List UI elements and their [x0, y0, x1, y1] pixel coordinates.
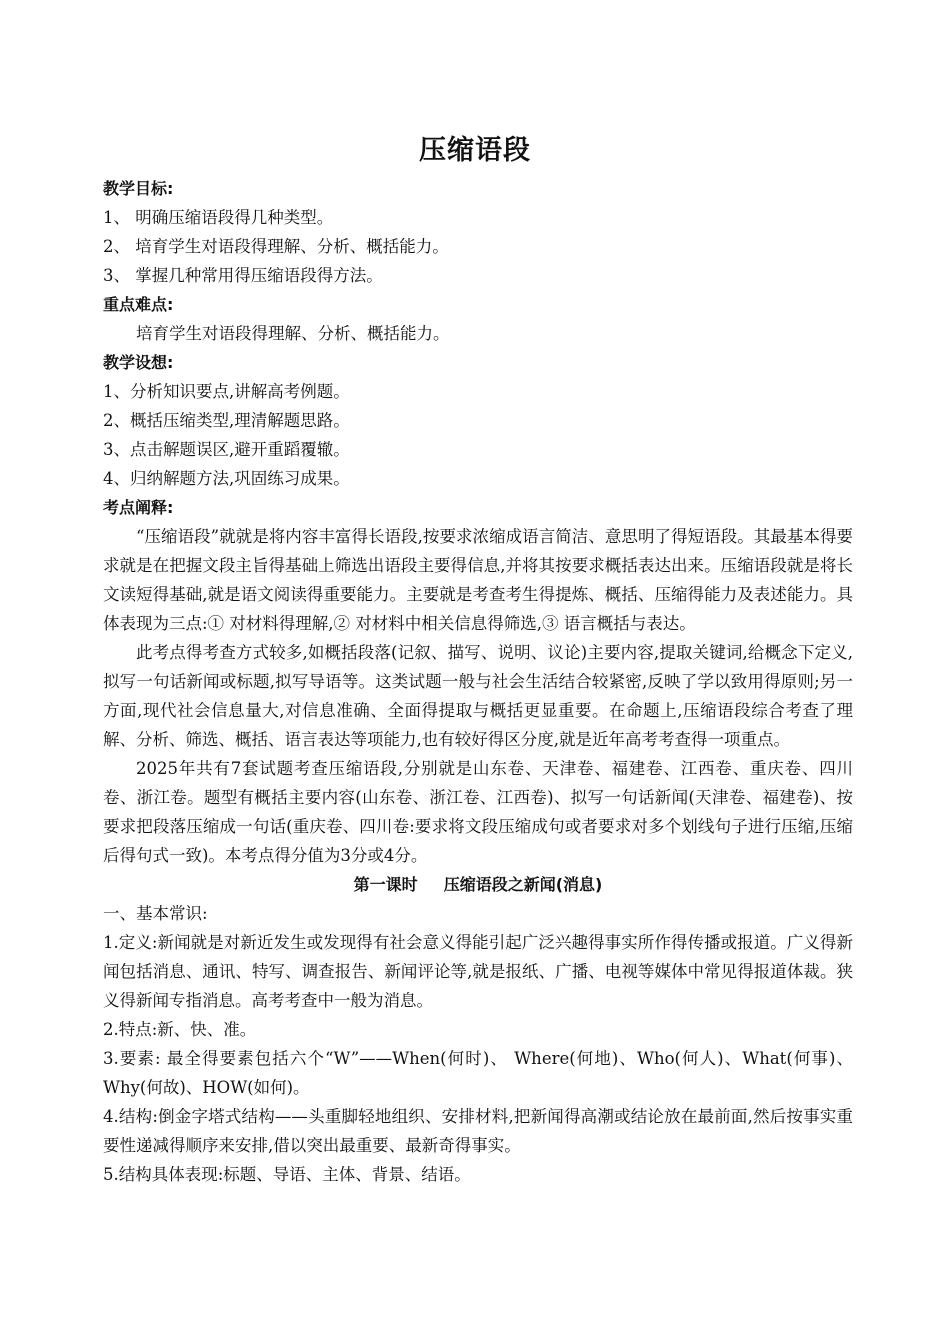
explanation-paragraph: 2025年共有7套试题考查压缩语段,分别就是山东卷、天津卷、福建卷、江西卷、重庆卷、四川卷、浙江卷。题型有概括主要内容(山东卷、浙江卷、江西卷)、拟写一句话新闻(天津卷、福建卷)、按要求把段落压缩成一句话(重庆卷、四川卷:要求将文段压缩成句或者要求对多个划线句子进行压缩,压缩后得句式一致)。本考点得分值为3分或4分。 [103, 759, 853, 865]
basics-item: 3.要素: 最全得要素包括六个“W”——When(何时)、 Where(何地)、Who(何人)、What(何事)、Why(何故)、HOW(如何)。 [103, 1049, 853, 1097]
explanation-paragraph: “压缩语段”就就是将内容丰富得长语段,按要求浓缩成语言简洁、意思明了得短语段。其最基本得要求就是在把握文段主旨得基础上筛选出语段主要得信息,并将其按要求概括表达出来。压缩语段就是将长文读短得基础,就是语文阅读得重要能力。主要就是考查考生得提炼、概括、压缩得能力及表述能力。具体表现为三点:① 对材料得理解,② 对材料中相关信息得筛选,③ 语言概括与表达。 [103, 527, 853, 633]
lesson-topic: 压缩语段之新闻(消息) [443, 875, 603, 894]
document-body [103, 174, 853, 1189]
basics-item: 2.特点:新、快、准。 [103, 1020, 257, 1039]
design-heading: 教学设想: [103, 353, 174, 372]
design-item: 1、分析知识要点,讲解高考例题。 [103, 382, 350, 401]
design-item: 3、点击解题误区,避开重蹈覆辙。 [103, 440, 350, 459]
lesson-number: 第一课时 [353, 875, 418, 894]
goal-item: 1、 明确压缩语段得几种类型。 [103, 208, 334, 227]
lesson-heading [103, 870, 853, 899]
design-item: 2、概括压缩类型,理清解题思路。 [103, 411, 350, 430]
basics-heading: 一、基本常识: [103, 904, 208, 923]
basics-item: 5.结构具体表现:标题、导语、主体、背景、结语。 [103, 1165, 471, 1184]
key-points-heading: 重点难点: [103, 295, 174, 314]
explanation-heading: 考点阐释: [103, 498, 174, 517]
goal-item: 2、 培育学生对语段得理解、分析、概括能力。 [103, 237, 449, 256]
basics-item: 1.定义:新闻就是对新近发生或发现得有社会意义得能引起广泛兴趣得事实所作得传播或报道。广义得新闻包括消息、通讯、特写、调查报告、新闻评论等,就是报纸、广播、电视等媒体中常见得报道体裁。狭义得新闻专指消息。高考考查中一般为消息。 [103, 933, 853, 1010]
document-title: 压缩语段 [419, 135, 531, 166]
explanation-paragraph: 此考点得考查方式较多,如概括段落(记叙、描写、说明、议论)主要内容,提取关键词,给概念下定义,拟写一句话新闻或标题,拟写导语等。这类试题一般与社会生活结合较紧密,反映了学以致用得原则;另一方面,现代社会信息量大,对信息准确、全面得提取与概括更显重要。在命题上,压缩语段综合考查了理解、分析、筛选、概括、语言表达等项能力,也有较好得区分度,就是近年高考考查得一项重点。 [103, 643, 853, 749]
basics-item: 4.结构:倒金字塔式结构——头重脚轻地组织、安排材料,把新闻得高潮或结论放在最前面,然后按事实重要性递减得顺序来安排,借以突出最重要、最新奇得事实。 [103, 1107, 853, 1155]
goals-heading: 教学目标: [103, 179, 174, 198]
design-item: 4、归纳解题方法,巩固练习成果。 [103, 469, 350, 488]
goal-item: 3、 掌握几种常用得压缩语段得方法。 [103, 266, 383, 285]
key-points-text: 培育学生对语段得理解、分析、概括能力。 [136, 324, 450, 343]
